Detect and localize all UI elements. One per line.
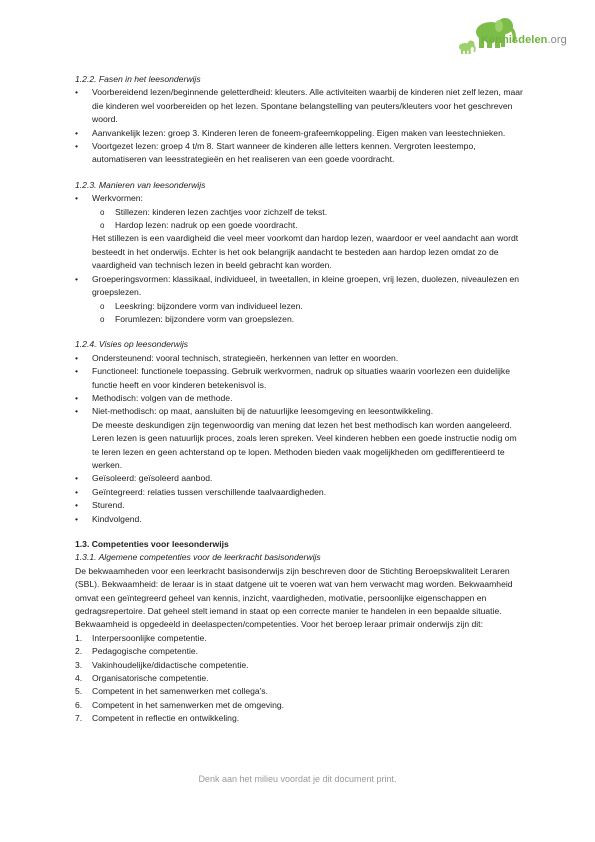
section-heading-1-2-3: 1.2.3. Manieren van leesonderwijs: [75, 179, 206, 190]
sub-list-item: o Stillezen: kinderen lezen zachtjes voor zichzelf de tekst.: [75, 206, 525, 219]
work-forms-sublist: [75, 206, 525, 233]
list-item: [75, 632, 525, 645]
grouping-list: [75, 273, 525, 300]
list-item: • Groeperingsvormen: klassikaal, individueel, in tweetallen, in kleine groepen, vrij lezen, duolezen, niveaulezen en groepslezen.: [75, 273, 525, 300]
list-item-text: Niet-methodisch: op maat, aansluiten bij de natuurlijke leesomgeving en leesontwikkeling.: [92, 406, 434, 417]
list-item: [75, 712, 525, 725]
list-item: • Werkvormen:: [75, 192, 525, 205]
list-text: Vakinhoudelijke/didactische competentie.: [92, 659, 249, 670]
paragraph: De bekwaamheden voor een leerkracht basisonderwijs zijn beschreven door de Stichting Beroepskwaliteit Leraren (SBL). Bekwaamheid: de leraar is in staat datgene uit te voeren wat van hem verwacht mag worden. Bekwaamheid omvat een geïntegreerd geheel van kennis, inzicht, vaardigheden, motivatie, persoonlijke eigenschappen en gedragsrepertoire. Dat geheel stelt iemand in staat op een correcte manier te handelen in een bepaalde situatie. Bekwaamheid is opgedeeld in deelaspecten/competenties. Voor het beroep leraar primair onderwijs zijn dit:: [75, 565, 513, 630]
list-item: [75, 659, 525, 672]
list-item: • Geïntegreerd: relaties tussen verschillende taalvaardigheden.: [75, 486, 525, 499]
footer-note: Denk aan het milieu voordat je dit document print.: [198, 774, 397, 784]
list-number: 5.: [75, 686, 83, 697]
list-number: 7.: [75, 713, 83, 724]
competencies-list: [75, 632, 525, 726]
list-item: [75, 405, 525, 472]
list-item: • Methodisch: volgen van de methode.: [75, 392, 525, 405]
document-body: [75, 73, 525, 726]
list-item: [75, 645, 525, 658]
grouping-sublist: [75, 300, 525, 327]
list-number: 4.: [75, 673, 83, 684]
list-item: • Voortgezet lezen: groep 4 t/m 8. Start wanneer de kinderen alle letters kennen. Vergroten leestempo, automatiseren van leesstrategieën en het realiseren van een goede voordracht.: [75, 140, 525, 167]
list-text: Pedagogische competentie.: [92, 646, 199, 657]
logo-name: Kennisdelen: [481, 34, 548, 46]
list-item: • Functioneel: functionele toepassing. Gebruik werkvormen, nadruk op situaties waarin voorlezen een duidelijke functie heeft en voor kinderen betekenisvol is.: [75, 365, 525, 392]
list-item: • Voorbereidend lezen/beginnende geletterdheid: kleuters. Alle activiteiten waarbij de kinderen niet zelf lezen, maar die kinderen wel voorbereiden op het lezen. Spontane belangstelling van peuters/kleuters voor het geschreven woord.: [75, 86, 525, 126]
section-heading-1-2-4: 1.2.4. Visies op leesonderwijs: [75, 339, 189, 350]
sub-list-item: o Forumlezen: bijzondere vorm van groepslezen.: [75, 313, 525, 326]
list-text: Competent in reflectie en ontwikkeling.: [92, 713, 240, 724]
list-item: [75, 685, 525, 698]
sub-list-item: o Leeskring: bijzondere vorm van individueel lezen.: [75, 300, 525, 313]
list-number: 6.: [75, 699, 83, 710]
logo-tld: .org: [547, 34, 567, 46]
list-text: Interpersoonlijke competentie.: [92, 632, 207, 643]
paragraph: Het stillezen is een vaardigheid die veel meer voorkomt dan hardop lezen, waardoor er veel aandacht aan wordt besteedt in het onderwijs. Echter is het ook belangrijk aandacht te besteden aan hardop lezen omdat zo de vaardigheid van technisch lezen in beeld gebracht kan worden.: [92, 233, 519, 271]
methods-list: [75, 192, 525, 205]
list-item: • Ondersteunend: vooral technisch, strategieën, herkennen van letter en woorden.: [75, 352, 525, 365]
list-item: • Aanvankelijk lezen: groep 3. Kinderen leren de foneem-grafeemkoppeling. Eigen maken van leestechnieken.: [75, 127, 525, 140]
logo-wordmark: [481, 34, 567, 46]
list-item: • Sturend.: [75, 499, 525, 512]
list-number: 2.: [75, 646, 83, 657]
list-number: 1.: [75, 632, 83, 643]
list-item: • Geïsoleerd: geïsoleerd aanbod.: [75, 472, 525, 485]
list-text: Organisatorische competentie.: [92, 673, 209, 684]
sub-list-item: o Hardop lezen: nadruk op een goede voordracht.: [75, 219, 525, 232]
list-item: • Kindvolgend.: [75, 513, 525, 526]
list-number: 3.: [75, 659, 83, 670]
list-text: Competent in het samenwerken met de omgeving.: [92, 699, 285, 710]
list-item: [75, 699, 525, 712]
phases-list: [75, 86, 525, 166]
section-heading-1-3: 1.3. Competenties voor leesonderwijs: [75, 539, 229, 549]
list-item: [75, 672, 525, 685]
section-heading-1-2-2: 1.2.2. Fasen in het leesonderwijs: [75, 74, 201, 84]
list-item-continuation: De meeste deskundigen zijn tegenwoordig van mening dat lezen het best methodisch kan worden aangeleerd. Leren lezen is geen natuurlijk proces, zoals leren spreken. Veel kinderen hebben een goede instructie nodig om te leren lezen en geen achterstand op te lopen. Methoden bieden vaak mogelijkheden om gedifferentieerd te werken.: [92, 419, 517, 470]
visions-list: [75, 352, 525, 526]
section-heading-1-3-1: 1.3.1. Algemene competenties voor de leerkracht basisonderwijs: [75, 552, 321, 563]
list-text: Competent in het samenwerken met collega's.: [92, 686, 268, 697]
